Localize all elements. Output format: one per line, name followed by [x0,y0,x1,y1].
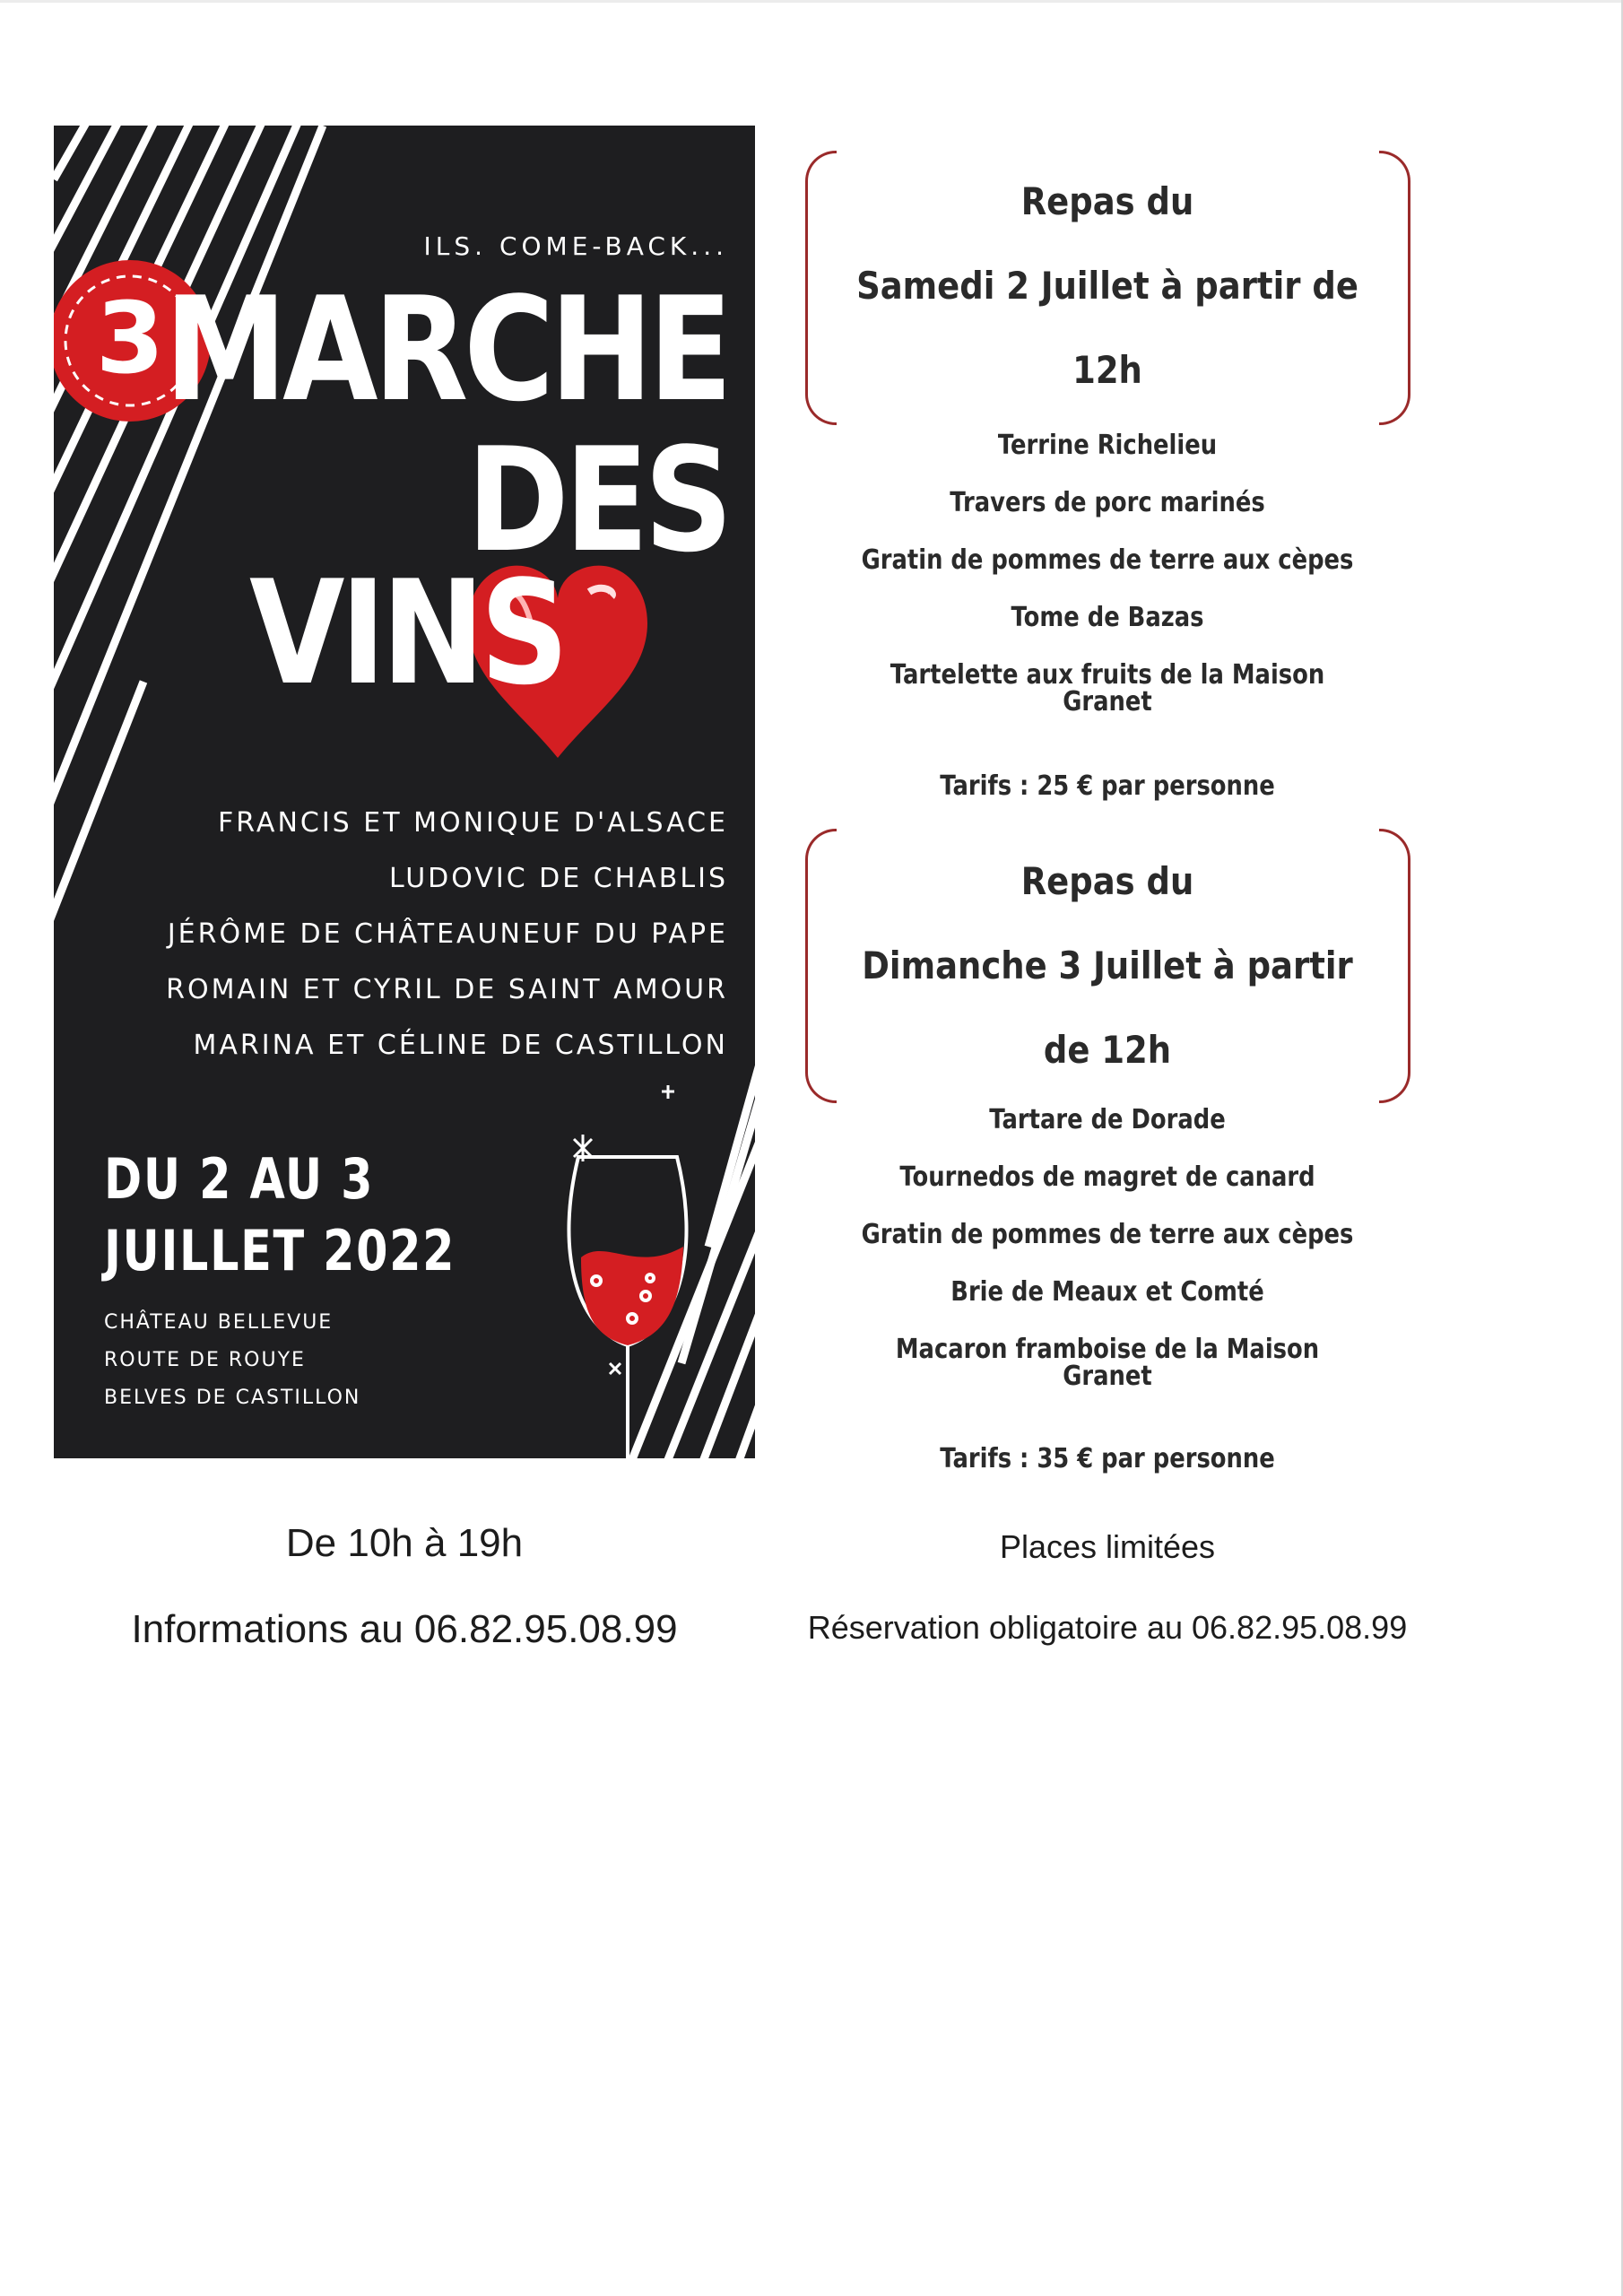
menu-heading-line: Samedi 2 Juillet à partir de [856,264,1358,308]
dish-item: Tartelette aux fruits de la Maison Granet [890,659,1325,718]
scan-top-edge [0,0,1623,3]
dish-item: Macaron framboise de la Maison Granet [895,1334,1320,1392]
bottom-right-stripes [628,1022,755,1458]
bracket-right [1379,151,1410,425]
menu-price: Tarifs : 25 € par personne [940,770,1275,802]
producer-item: FRANCIS ET MONIQUE D'ALSACE [218,807,728,839]
dish-item: Tartare de Dorade [989,1104,1226,1135]
address-line: CHÂTEAU BELLEVUE [104,1311,334,1334]
dish-item: Gratin de pommes de terre aux cèpes [861,544,1354,576]
bracket-left [805,829,837,1103]
event-dates-line-2: JUILLET 2022 [104,1218,456,1283]
menu-heading-line: de 12h [1043,1028,1172,1072]
edition-number: 3 [95,281,165,396]
dish-item: Tournedos de magret de canard [899,1161,1315,1193]
contact-info: Informations au 06.82.95.08.99 [131,1607,678,1651]
menu-heading-line: Dimanche 3 Juillet à partir [862,944,1353,987]
dish-item: Gratin de pommes de terre aux cèpes [861,1219,1354,1250]
bracket-left [805,151,837,425]
event-poster [54,126,755,1458]
dish-item: Travers de porc marinés [950,487,1265,518]
producer-item: LUDOVIC DE CHABLIS [388,863,728,894]
producer-item: ROMAIN ET CYRIL DE SAINT AMOUR [166,974,728,1005]
dish-item: Terrine Richelieu [997,430,1218,461]
menu-heading-line: Repas du [1020,859,1194,903]
dish-item: Tome de Bazas [1011,602,1204,633]
poster-title-line-3: VINS [249,549,565,717]
menu-price: Tarifs : 35 € par personne [940,1443,1275,1474]
event-dates-line-1: DU 2 AU 3 [104,1146,375,1212]
poster-title-line-2: DES [466,416,728,584]
wine-glass-icon [568,1157,686,1458]
producer-item: JÉRÔME DE CHÂTEAUNEUF DU PAPE [167,918,728,950]
address-line: BELVES DE CASTILLON [104,1387,361,1409]
producer-item: MARINA ET CÉLINE DE CASTILLON [193,1030,728,1061]
dish-item: Brie de Meaux et Comté [950,1276,1264,1308]
places-limited: Places limitées [999,1528,1216,1565]
bracket-right [1379,829,1410,1103]
address-line: ROUTE DE ROUYE [104,1349,306,1371]
poster-title-line-1: MARCHE [164,265,728,433]
poster-tagline: ILS. COME-BACK... [423,231,728,261]
menu-heading-line: Repas du [1020,179,1194,223]
reservation-info: Réservation obligatoire au 06.82.95.08.99 [807,1609,1408,1646]
menu-heading-line: 12h [1072,348,1142,392]
opening-hours: De 10h à 19h [285,1521,524,1565]
